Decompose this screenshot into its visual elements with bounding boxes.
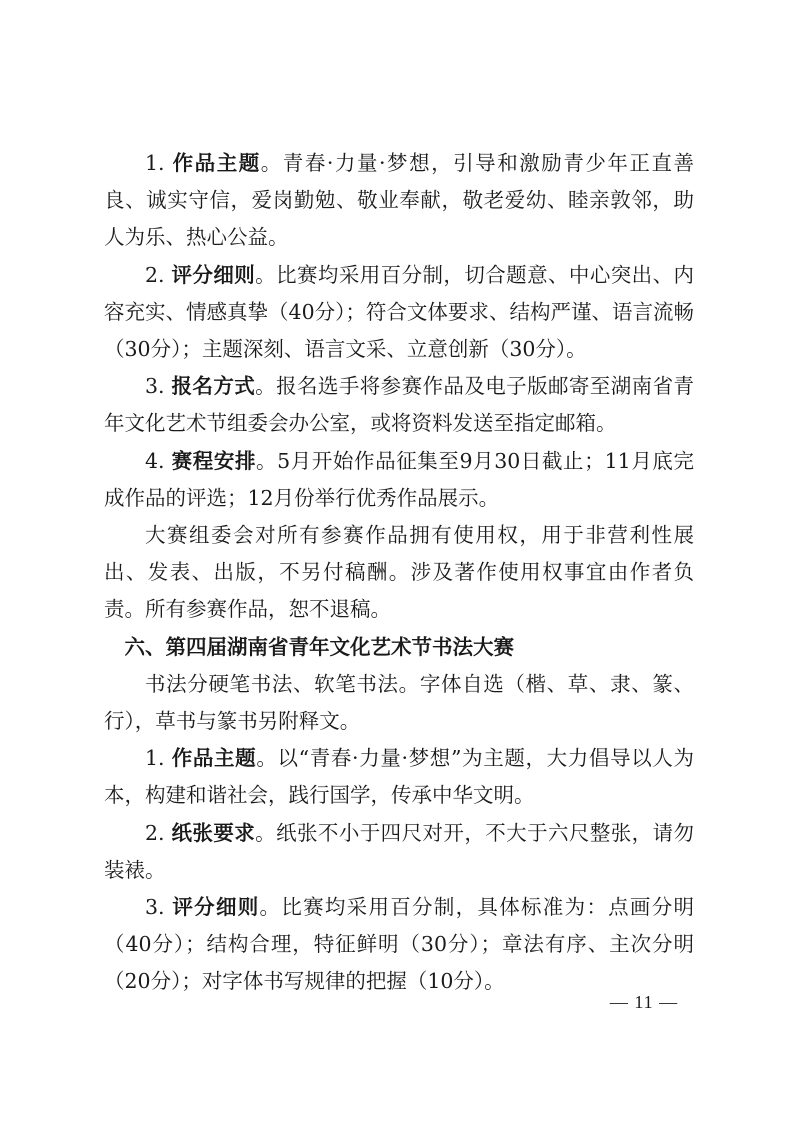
- paragraph-text: 书法分硬笔书法、软笔书法。字体自选（楷、草、隶、篆、行），草书与篆书另附释文。: [104, 671, 694, 734]
- section-intro: [104, 666, 694, 740]
- paragraph-registration: [104, 368, 694, 442]
- paragraph-scoring-rules: [104, 257, 694, 369]
- paragraph-text: 。以“青春·力量·梦想”为主题，大力倡导以人为本，构建和谐社会，践行国学，传承中华文明。: [104, 746, 695, 808]
- paragraph-keyword: 赛程安排: [171, 448, 257, 473]
- paragraph-number: 3.: [145, 374, 172, 399]
- paragraph-keyword: 评分细则: [172, 895, 260, 920]
- paragraph-text: 大赛组委会对所有参赛作品拥有使用权，用于非营利性展出、发表、出版，不另付稿酬。涉及著作使用权事宜由作者负责。所有参赛作品，恕不退稿。: [104, 523, 694, 622]
- paragraph-text: 。报名选手将参赛作品及电子版邮寄至湖南省青年文化艺术节组委会办公室，或将资料发送至指定邮箱。: [104, 374, 695, 436]
- paragraph-keyword: 评分细则: [171, 262, 256, 287]
- paragraph-text: 。比赛均采用百分制，具体标准为：点画分明（40分）；结构合理，特征鲜明（30分）；章法有序、主次分明（20分）；对字体书写规律的把握（10分）。: [104, 895, 695, 994]
- paragraph-keyword: 报名方式: [171, 374, 256, 399]
- page-number: — 11 —: [609, 992, 679, 1012]
- paragraph-number: 1.: [145, 151, 173, 175]
- section-item-theme: [104, 740, 694, 814]
- paragraph-number: 3.: [145, 895, 173, 920]
- section-title: 六、第四届湖南省青年文化艺术节书法大赛: [124, 634, 514, 659]
- paragraph-number: 2.: [145, 820, 172, 845]
- paragraph-number: 4.: [145, 448, 172, 473]
- paragraph-keyword: 作品主题: [172, 151, 261, 175]
- paragraph-copyright: [104, 517, 694, 629]
- paragraph-text: 。比赛均采用百分制，切合题意、中心突出、内容充实、情感真挚（40分）；符合文体要求、结构严谨、语言流畅（30分）；主题深刻、语言文采、立意创新（30分）。: [104, 262, 695, 362]
- paragraph-number: 1.: [145, 746, 172, 771]
- paragraph-text: 。5月开始作品征集至9月30日截止；11月底完成作品的评选；12月份举行优秀作品展示。: [104, 448, 694, 510]
- paragraph-text: 。青春·力量·梦想，引导和激励青少年正直善良、诚实守信，爱岗勤勉、敬业奉献，敬老爱幼、睦亲敦邻，助人为乐、热心公益。: [104, 151, 694, 250]
- document-body: [104, 145, 694, 1001]
- paragraph-number: 2.: [145, 262, 172, 287]
- section-item-scoring: [104, 889, 694, 1001]
- paragraph-keyword: 纸张要求: [171, 820, 256, 845]
- paragraph-text: 。纸张不小于四尺对开，不大于六尺整张，请勿装裱。: [104, 820, 695, 882]
- paragraph-keyword: 作品主题: [171, 746, 257, 771]
- paragraph-work-theme: [104, 145, 694, 257]
- section-item-paper: [104, 815, 694, 889]
- paragraph-schedule: [104, 443, 694, 517]
